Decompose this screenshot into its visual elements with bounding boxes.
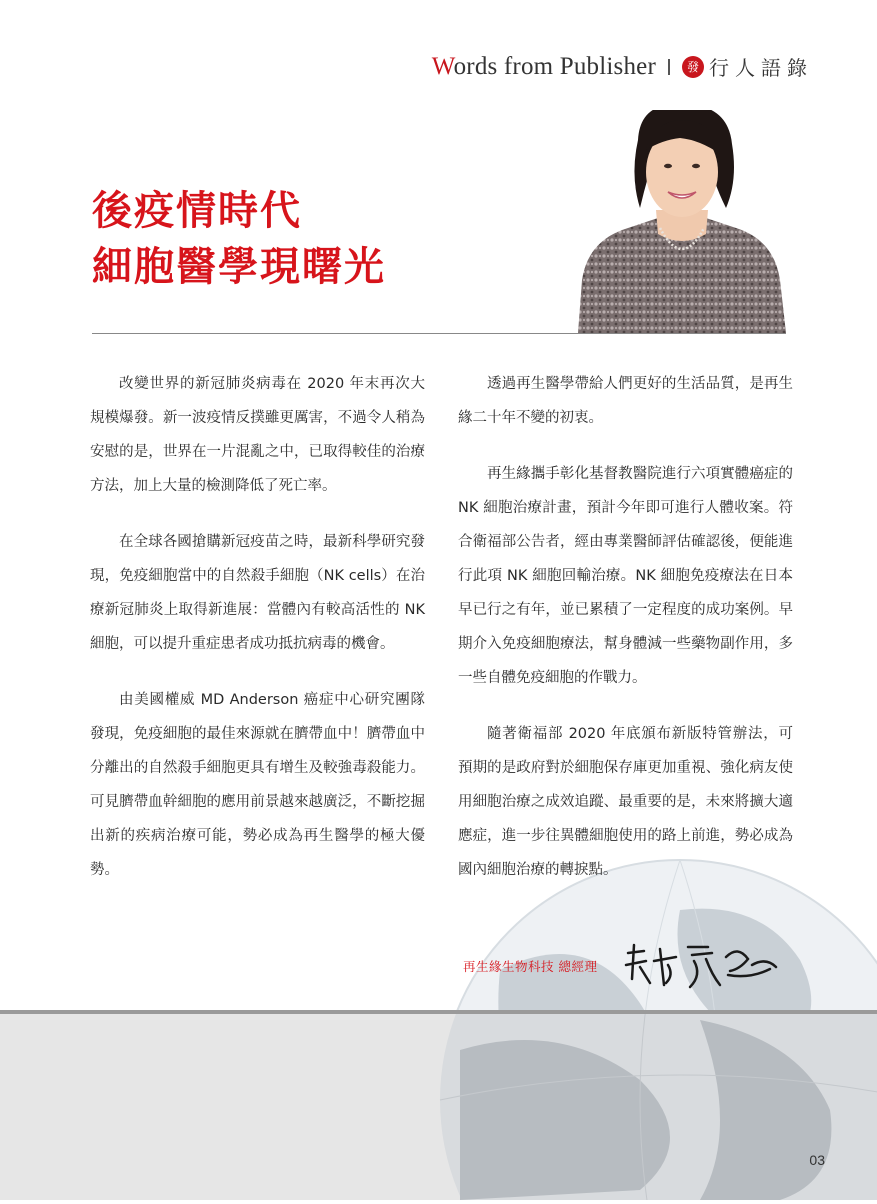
article-column-left [90,367,425,909]
title-divider [92,333,786,334]
header-chinese-title [682,52,813,81]
header-chinese-text: 行人語錄 [709,56,813,80]
header-english-title [432,53,656,81]
publisher-portrait [578,110,786,333]
paragraph: 改變世界的新冠肺炎病毒在 2020 年末再次大規模爆發。新一波疫情反撲雖更厲害，不過令人稍為安慰的是，世界在一片混亂之中，已取得較佳的治療方法，加上大量的檢測降低了死亡率。 [90,376,425,494]
paragraph: 由美國權威 MD Anderson 癌症中心研究團隊發現，免疫細胞的最佳來源就在臍帶血中！臍帶血中分離出的自然殺手細胞更具有增生及較強毒殺能力。可見臍帶血幹細胞的應用前景越來越廣泛，不斷挖掘出新的疾病治療可能，勢必成為再生醫學的極大優勢。 [90,692,425,878]
signature-title: 再生緣生物科技 總經理 [463,959,598,974]
article-column-right [458,367,793,909]
paragraph: 再生緣攜手彰化基督教醫院進行六項實體癌症的 NK 細胞治療計畫，預計今年即可進行人體收案。符合衛福部公告者，經由專業醫師評估確認後，便能進行此項 NK 細胞回輸治療。NK 細胞免疫療法在日本早已行之有年，並已累積了一定程度的成功案例。早期介入免疫細胞療法，幫身體減一些藥物副作用，多一些自體免疫細胞的作戰力。 [458,466,793,686]
title-line-2: 細胞醫學現曙光 [92,244,386,290]
paragraph: 隨著衛福部 2020 年底頒布新版特管辦法，可預期的是政府對於細胞保存庫更加重視、強化病友使用細胞治療之成效追蹤、最重要的是，未來將擴大適應症，進一步往異體細胞使用的路上前進，勢必成為國內細胞治療的轉捩點。 [458,726,793,878]
page-header [432,52,813,81]
handwritten-signature [620,935,780,995]
article-title [92,183,386,295]
paragraph: 在全球各國搶購新冠疫苗之時，最新科學研究發現，免疫細胞當中的自然殺手細胞（NK cells）在治療新冠肺炎上取得新進展：當體內有較高活性的 NK 細胞，可以提升重症患者成功抵抗病毒的機會。 [90,534,425,652]
seal-icon: 發 [682,56,704,78]
paragraph: 透過再生醫學帶給人們更好的生活品質，是再生緣二十年不變的初衷。 [458,376,793,426]
footer-rule [0,1010,877,1014]
page-number: 03 [809,1152,825,1168]
globe-footer-illustration [0,1010,877,1200]
header-divider [668,59,670,75]
header-initial: W [431,52,454,80]
title-line-1: 後疫情時代 [92,188,302,234]
footer-band [0,1010,877,1200]
header-english-rest: ords from Publisher [453,52,656,80]
